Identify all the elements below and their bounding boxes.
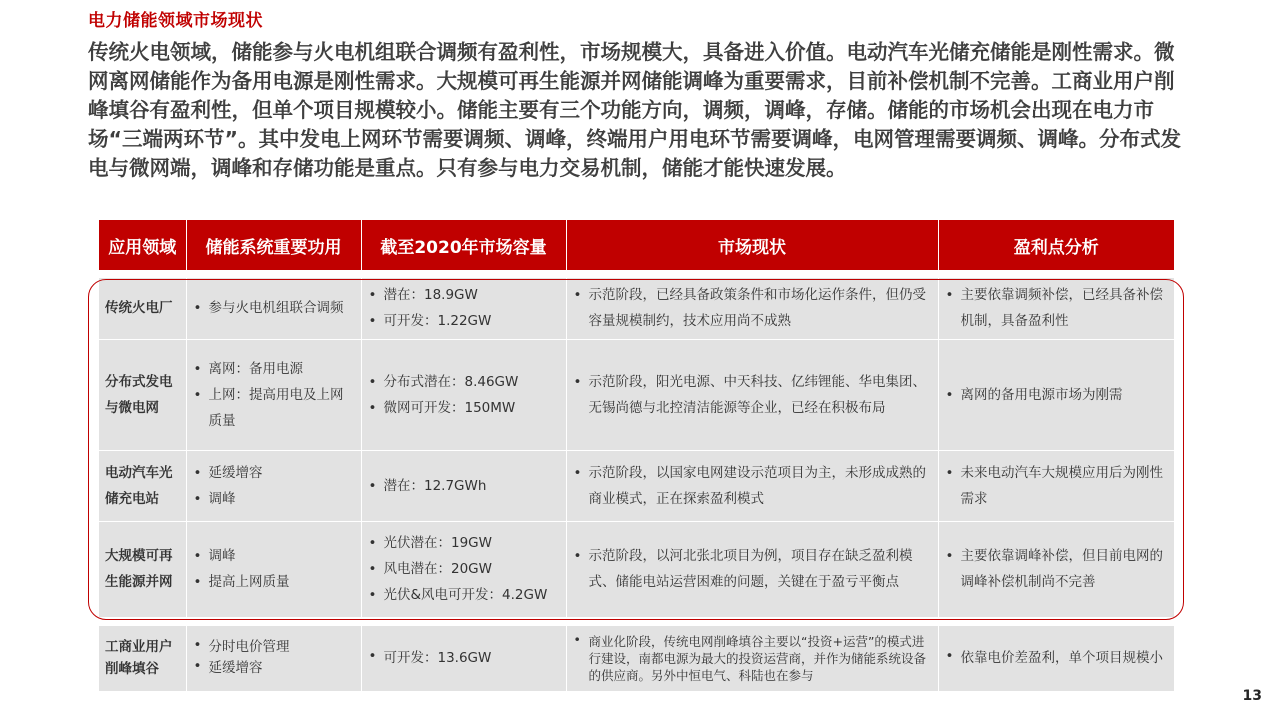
row-functions (186, 521, 361, 617)
row-functions (186, 339, 361, 450)
header-field: 应用领域 (99, 220, 186, 270)
function-item: • 分时电价管理 (209, 637, 355, 658)
profit-text: • 主要依靠调频补偿，已经具备补偿机制，具备盈利性 (961, 282, 1169, 334)
capacity-item: • 可开发：13.6GW (384, 648, 560, 669)
header-status: 市场现状 (566, 220, 938, 270)
row-status (566, 278, 938, 339)
row-capacity (361, 521, 566, 617)
status-text: • 示范阶段，以国家电网建设示范项目为主，未形成成熟的商业模式，正在探索盈利模式 (589, 460, 932, 512)
status-text: • 示范阶段，以河北张北项目为例，项目存在缺乏盈利模式、储能电站运营困难的问题，关键在于盈亏平衡点 (589, 543, 932, 595)
row-functions (186, 450, 361, 521)
function-item: • 调峰 (209, 486, 355, 512)
function-item: • 上网：提高用电及上网质量 (209, 382, 355, 434)
header-functions: 储能系统重要功用 (186, 220, 361, 270)
table-row (99, 278, 1174, 339)
header-capacity: 截至2020年市场容量 (361, 220, 566, 270)
profit-text: • 依靠电价差盈利，单个项目规模小 (961, 648, 1169, 669)
table-row (99, 339, 1174, 450)
profit-text: • 主要依靠调峰补偿，但目前电网的调峰补偿机制尚不完善 (961, 543, 1169, 595)
row-field: 大规模可再生能源并网 (99, 521, 186, 617)
function-item: • 延缓增容 (209, 460, 355, 486)
profit-text: • 离网的备用电源市场为刚需 (961, 382, 1169, 408)
profit-text: • 未来电动汽车大规模应用后为刚性需求 (961, 460, 1169, 512)
capacity-item: • 分布式潜在：8.46GW (384, 369, 560, 395)
status-text: • 示范阶段，阳光电源、中天科技、亿纬锂能、华电集团、无锡尚德与北控清洁能源等企业，已经在积极布局 (589, 369, 932, 421)
row-functions (186, 626, 361, 692)
capacity-item: • 光伏潜在：19GW (384, 530, 560, 556)
page-number: 13 (1242, 688, 1262, 704)
row-functions (186, 278, 361, 339)
row-field: 传统火电厂 (99, 278, 186, 339)
status-text: • 示范阶段，已经具备政策条件和市场化运作条件，但仍受容量规模制约，技术应用尚不成熟 (589, 282, 932, 334)
capacity-item: • 潜在：12.7GWh (384, 473, 560, 499)
row-status (566, 450, 938, 521)
row-capacity (361, 450, 566, 521)
row-profit (938, 278, 1174, 339)
function-item: • 调峰 (209, 543, 355, 569)
row-capacity (361, 278, 566, 339)
row-profit (938, 339, 1174, 450)
capacity-item: • 微网可开发：150MW (384, 395, 560, 421)
row-profit (938, 521, 1174, 617)
market-table (99, 220, 1174, 692)
row-profit (938, 450, 1174, 521)
capacity-item: • 可开发：1.22GW (384, 308, 560, 334)
header-profit: 盈利点分析 (938, 220, 1174, 270)
row-status (566, 339, 938, 450)
function-item: • 延缓增容 (209, 658, 355, 679)
row-field: 电动汽车光储充电站 (99, 450, 186, 521)
capacity-item: • 光伏&风电可开发：4.2GW (384, 582, 560, 608)
row-profit (938, 626, 1174, 692)
row-capacity (361, 626, 566, 692)
capacity-item: • 潜在：18.9GW (384, 282, 560, 308)
slide-title: 电力储能领域市场现状 (88, 11, 263, 31)
row-field: 分布式发电与微电网 (99, 339, 186, 450)
row-field: 工商业用户削峰填谷 (99, 626, 186, 692)
intro-paragraph: 传统火电领域，储能参与火电机组联合调频有盈利性，市场规模大，具备进入价值。电动汽车光储充储能是刚性需求。微网离网储能作为备用电源是刚性需求。大规模可再生能源并网储能调峰为重要需求，目前补偿机制不完善。工商业用户削峰填谷有盈利性，但单个项目规模较小。储能主要有三个功能方向，调频，调峰，存储。储能的市场机会出现在电力市场“三端两环节”。其中发电上网环节需要调频、调峰，终端用户用电环节需要调峰，电网管理需要调频、调峰。分布式发电与微网端，调峰和存储功能是重点。只有参与电力交易机制，储能才能快速发展。 (88, 40, 1181, 180)
function-item: • 离网：备用电源 (209, 356, 355, 382)
capacity-item: • 风电潜在：20GW (384, 556, 560, 582)
function-item: • 提高上网质量 (209, 569, 355, 595)
table-row (99, 521, 1174, 617)
table-row (99, 626, 1174, 692)
row-status (566, 626, 938, 692)
table-header-row (99, 220, 1174, 270)
row-status (566, 521, 938, 617)
status-text: • 商业化阶段，传统电网削峰填谷主要以“投资+运营”的模式进行建设，南都电源为最大的投资运营商，并作为储能系统设备的供应商。另外中恒电气、科陆也在参与 (589, 631, 932, 686)
table-row (99, 450, 1174, 521)
function-item: • 参与火电机组联合调频 (209, 295, 355, 321)
row-capacity (361, 339, 566, 450)
